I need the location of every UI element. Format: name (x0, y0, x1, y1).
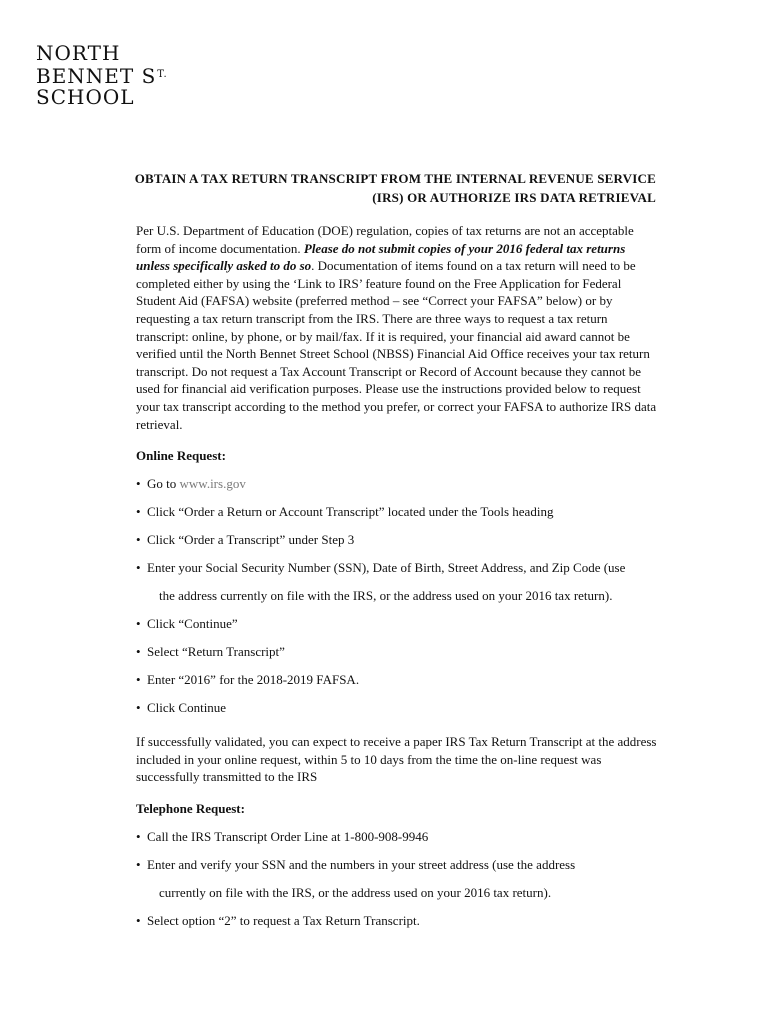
bullet: • (136, 856, 141, 872)
list-item (136, 912, 658, 930)
logo-line-3: SCHOOL (36, 85, 135, 109)
list-item (136, 828, 658, 846)
telephone-request-heading: Telephone Request: (136, 800, 245, 816)
bullet: • (136, 700, 141, 716)
step-text: Select “Return Transcript” (147, 644, 285, 660)
logo-line-1: NORTH (36, 41, 121, 65)
intro-emphasis: Please do not submit copies of your 2016 federal tax returns unless specifically asked to do so (136, 240, 626, 274)
bullet: • (136, 912, 141, 928)
step-text: Enter and verify your SSN and the numbers in your street address (use the address (147, 856, 576, 872)
bullet: • (136, 828, 141, 844)
title-line-2: (IRS) OR AUTHORIZE IRS DATA RETRIEVAL (372, 190, 656, 205)
list-item (136, 699, 658, 717)
online-steps-list (136, 475, 658, 717)
irs-link[interactable]: www.irs.gov (179, 476, 246, 492)
document-body (136, 222, 658, 930)
list-item (136, 503, 658, 521)
bullet: • (136, 532, 141, 548)
logo-line-2-sup: T. (157, 69, 168, 80)
list-item (136, 559, 658, 605)
step-text: Enter your Social Security Number (SSN), Date of Birth, Street Address, and Zip Code (use (147, 560, 626, 576)
document-title (130, 169, 656, 207)
bullet: • (136, 560, 141, 576)
online-request-heading: Online Request: (136, 448, 226, 464)
step-text-continued: the address currently on file with the IRS, or the address used on your 2016 tax return). (159, 588, 613, 604)
intro-part-2: . Documentation of items found on a tax return will need to be completed either by using the ‘Link to IRS’ feature found on the Free Application for Federal Student Aid (FAFSA) website (preferred method – see “Correct your FAFSA” below) or by requesting a tax return transcript from the IRS. There are three ways to request a tax return transcript: online, by phone, or by mail/fax. If it is required, your financial aid award cannot be verified until the North Bennet Street School (NBSS) Financial Aid Office receives your tax return transcript. Do not request a Tax Account Transcript or Record of Account because they cannot be used for financial aid verification purposes. Please use the instructions provided below to request your tax transcript according to the method you prefer, or correct your FAFSA to authorize IRS data retrieval. (136, 258, 657, 432)
step-text: Click “Continue” (147, 616, 238, 632)
bullet: • (136, 504, 141, 520)
logo-line-2 (36, 64, 166, 87)
list-item (136, 615, 658, 633)
school-logo (36, 43, 166, 108)
bullet: • (136, 616, 141, 632)
step-text: Enter “2016” for the 2018-2019 FAFSA. (147, 672, 360, 688)
step-text: Click “Order a Return or Account Transcript” located under the Tools heading (147, 504, 554, 520)
step-text: Go to (147, 476, 180, 492)
step-text: Call the IRS Transcript Order Line at 1-800-908-9946 (147, 828, 429, 844)
title-line-1: OBTAIN A TAX RETURN TRANSCRIPT FROM THE INTERNAL REVENUE SERVICE (134, 171, 656, 186)
list-item (136, 475, 658, 493)
step-text: Select option “2” to request a Tax Return Transcript. (147, 912, 420, 928)
telephone-steps-list (136, 828, 658, 930)
list-item (136, 531, 658, 549)
online-result-paragraph: If successfully validated, you can expect to receive a paper IRS Tax Return Transcript at the address included in your online request, within 5 to 10 days from the time the on-line request was successfully transmitted to the IRS (136, 734, 657, 785)
step-text: Click Continue (147, 700, 227, 716)
intro-paragraph (136, 222, 658, 433)
list-item (136, 856, 658, 902)
step-text-continued: currently on file with the IRS, or the address used on your 2016 tax return). (159, 884, 552, 900)
bullet: • (136, 644, 141, 660)
bullet: • (136, 476, 141, 492)
intro-part-1: Per U.S. Department of Education (DOE) regulation, copies of tax returns are not an acceptable form of income documentation. (136, 223, 634, 256)
list-item (136, 643, 658, 661)
step-text: Click “Order a Transcript” under Step 3 (147, 532, 355, 548)
bullet: • (136, 672, 141, 688)
list-item (136, 671, 658, 689)
logo-line-2-text: BENNET S (36, 64, 157, 88)
